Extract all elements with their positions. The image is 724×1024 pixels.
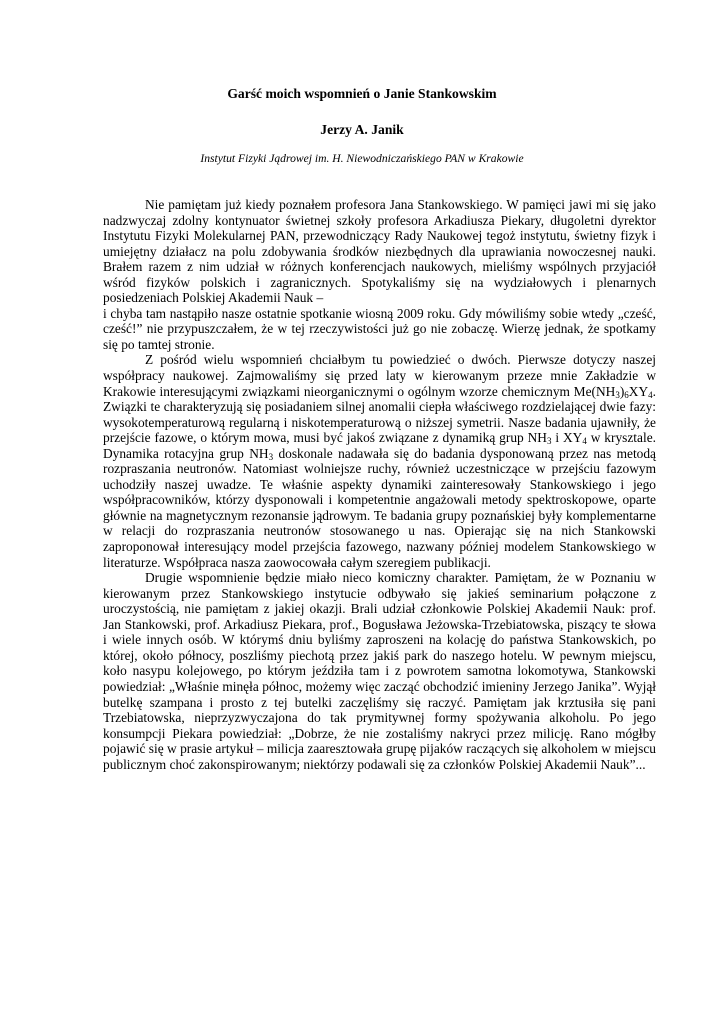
paragraph-4: Drugie wspomnienie będzie miało nieco komiczny charakter. Pamiętam, że w Poznaniu w kierowanym przez Stankowskiego instytucie odbywało się jakieś seminarium połączone z uroczystością, nie pamiętam z jakiej okazji. Brali udział członkowie Polskiej Akademii Nauk: prof. Jan Stankowski, prof. Arkadiusz Piekara, prof., Bogusława Jeżowska-Trzebiatowska, piszący te słowa i wiele innych osób. W którymś dniu byliśmy zaproszeni na kolację do państwa Stankowskich, po której, około północy, poszliśmy piechotą przez jakiś park do naszego hotelu. W pewnym miejscu, koło nasypu kolejowego, po którym jeździła tam i z powrotem samotna lokomotywa, Stankowski powiedział: „Właśnie minęła północ, możemy więc zacząć obchodzić imieniny Jerzego Janika”. Wyjął butelkę szampana i prosto z tej butelki zaczęliśmy się raczyć. Pamiętam jak krztusiła się pani Trzebiatowska, nieprzyzwyczajona do tak prymitywnej formy spożywania alkoholu. Po jego konsumpcji Piekara powiedział: „Dobrze, że nie zostaliśmy nakryci przez milicję. Rano mógłby pojawić się w prasie artykuł – milicja zaaresztowała grupę pijaków raczących się alkoholem w miejscu publicznym choć zakonspirowanym; niektórzy podawali się za członków Polskiej Akademii Nauk”... [103,570,656,772]
paragraph-3-text: Z pośród wielu wspomnień chciałbym tu powiedzieć o dwóch. Pierwsze dotyczy naszej współpracy naukowej. Zajmowaliśmy się przed laty w kierowanym przeze mnie Zakładzie w Krakowie interesującymi związkami nieorganicznymi o ogólnym wzorze chemicznym Me(NH [103,352,656,399]
paragraph-3-text: XY [628,383,649,399]
paragraph-3-text: doskonale nadawała się do badania dysponowaną przez nas metodą rozpraszania neutronów. Natomiast wolniejsze ruchy, również uczestniczące w przejściu fazowym uchodziły naszej uwadze. Te właśnie aspekty dynamiki zainteresowały Stankowskiego i jego współpracowników, którzy dysponowali i kompetentnie angażowali metody spektroskopowe, oparte głównie na magnetycznym rezonansie jądrowym. Te badania grupy poznańskiej były komplementarne w relacji do rozpraszania neutronów stosowanego u nas. Opierając się na nich Stankowski zaproponował interesujący model przejścia fazowego, nazwany później modelem Stankowskiego w literaturze. Współpraca nasza zaowocowała całym szeregiem publikacji. [103,445,656,570]
subscript: 3 [268,451,274,462]
subscript: 3 [546,436,552,447]
paragraph-3-text: . Związki te charakteryzują się posiadaniem silnej anomalii ciepła właściwego rozdzielającej dwie fazy: wysokotemperaturową regularną i niskotemperaturową o niższej symetrii. Nasze badania ujawniły, że przejście fazowe, o którym mowa, musi być jakoś związane z dynamiką grup NH [103,383,656,446]
document-title: Garść moich wspomnień o Janie Stankowskim [227,86,497,101]
paragraph-3 [103,352,656,570]
paragraph-2: i chyba tam nastąpiło nasze ostatnie spotkanie wiosną 2009 roku. Gdy mówiliśmy sobie wtedy „cześć, cześć!” nie przypuszczałem, że w tej rzeczywistości już go nie zobaczę. Wierzę jednak, że spotkamy się po tamtej stronie. [103,305,656,352]
paragraph-3-text: i XY [551,430,583,446]
subscript: 3 [615,389,620,400]
subscript: 4 [582,436,587,447]
subscript: 6 [624,389,629,400]
author-affiliation: Instytut Fizyki Jądrowej im. H. Niewodniczańskiego PAN w Krakowie [200,152,524,165]
paragraph-3-text: w krysztale. Dynamika rotacyjna grup NH [103,430,656,461]
article-body [103,197,656,772]
paragraph-1: Nie pamiętam już kiedy poznałem profesora Jana Stankowskiego. W pamięci jawi mi się jako nadzwyczaj zdolny kontynuator świetnej szkoły profesora Arkadiusza Piekary, długoletni dyrektor Instytutu Fizyki Molekularnej PAN, przewodniczący Rady Naukowej tegoż instytutu, świetny fizyk i umiejętny działacz na polu zdobywania środków niezbędnych dla uprawiania nowoczesnej nauki. Brałem razem z nim udział w różnych konferencjach naukowych, mieliśmy wspólnych przyjaciół wśród fizyków polskich i zagranicznych. Spotykaliśmy się na wydziałowych i plenarnych posiedzeniach Polskiej Akademii Nauk – [103,197,656,306]
author-name: Jerzy A. Janik [320,122,404,137]
paragraph-3-text: ) [619,383,625,399]
subscript: 4 [648,389,653,400]
